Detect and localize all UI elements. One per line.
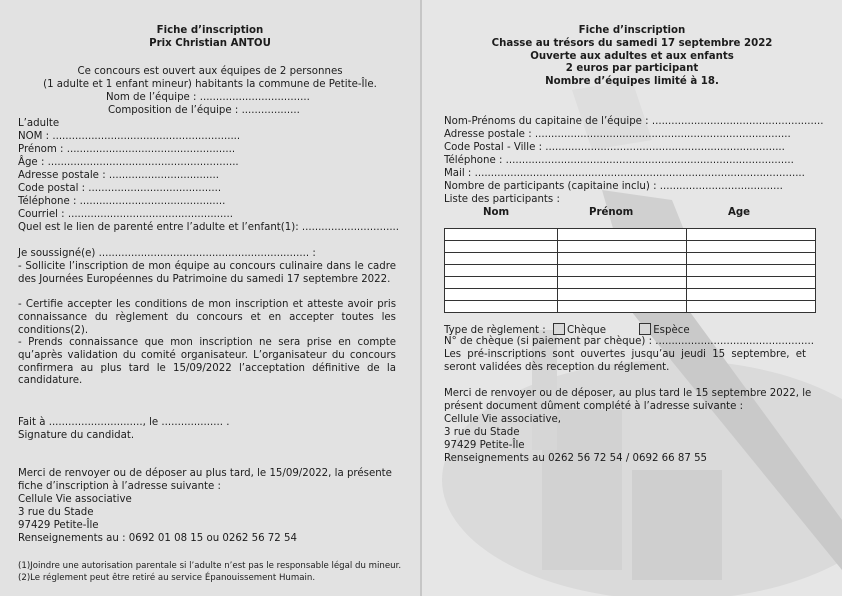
left-field-postal: Code postal : ......................................... [18, 183, 222, 194]
left-undersigned: Je soussigné(e) ................................................................. : [18, 248, 316, 259]
cell-age[interactable] [687, 229, 816, 241]
cell-nom[interactable] [445, 265, 558, 277]
left-info: Renseignements au : 0692 01 08 15 ou 0262 56 72 54 [18, 533, 297, 544]
cell-prenom[interactable] [557, 277, 687, 289]
cheque-number-field: N° de chèque (si paiement par chèque) : ................................................. [444, 336, 814, 347]
col-header-age: Age [728, 207, 751, 218]
cell-nom[interactable] [445, 277, 558, 289]
right-audience: Ouverte aux adultes et aux enfants [530, 50, 734, 62]
left-field-prenom: Prénom : .................................................... [18, 144, 236, 155]
left-subtitle: Prix Christian ANTOU [149, 37, 271, 49]
cell-prenom[interactable] [557, 289, 687, 301]
cell-age[interactable] [687, 253, 816, 265]
right-address-3: 97429 Petite-Île [444, 440, 525, 451]
left-team-name: Nom de l’équipe : .................................. [106, 92, 310, 103]
right-info: Renseignements au 0262 56 72 54 / 0692 66 87 55 [444, 453, 708, 464]
col-header-prenom: Prénom [589, 207, 634, 218]
right-team-limit: Nombre d’équipes limité à 18. [545, 76, 719, 88]
right-address-1: Cellule Vie associative, [444, 414, 562, 425]
left-field-age: Âge : ........................................................... [18, 157, 239, 168]
cash-label: Espèce [653, 325, 690, 336]
cell-nom[interactable] [445, 229, 558, 241]
right-field-postal-city: Code Postal - Ville : .......................................................................... [444, 142, 785, 153]
left-address-2: 3 rue du Stade [18, 507, 94, 518]
left-done-at: Fait à ............................., le ................... . [18, 417, 230, 428]
left-footnote-2: (2)Le réglement peut être retiré au service Épanouissement Humain. [18, 573, 316, 583]
left-address-1: Cellule Vie associative [18, 494, 132, 505]
right-title-block [422, 25, 842, 89]
cell-prenom[interactable] [557, 265, 687, 277]
left-field-email: Courriel : ................................................... [18, 209, 233, 220]
left-adult-heading: L’adulte [18, 118, 60, 129]
table-row [445, 229, 816, 241]
right-address-2: 3 rue du Stade [444, 427, 520, 438]
cheque-label: Chèque [566, 325, 606, 336]
cash-checkbox[interactable] [639, 323, 651, 335]
right-page [422, 0, 842, 596]
cell-prenom[interactable] [557, 229, 687, 241]
left-return-note: Merci de renvoyer ou de déposer au plus tard, le 15/09/2022, la présente fiche d’inscription à l’adresse suivante : [18, 468, 392, 492]
left-intro-1: Ce concours est ouvert aux équipes de 2 personnes [77, 66, 343, 77]
cell-nom[interactable] [445, 289, 558, 301]
col-header-nom: Nom [483, 207, 510, 218]
right-price: 2 euros par participant [565, 63, 699, 75]
cell-age[interactable] [687, 289, 816, 301]
cell-nom[interactable] [445, 301, 558, 313]
right-field-mail: Mail : ...................................................................................................... [444, 168, 805, 179]
table-row [445, 241, 816, 253]
table-row [445, 301, 816, 313]
cell-age[interactable] [687, 301, 816, 313]
cheque-checkbox[interactable] [553, 323, 565, 335]
left-page [0, 0, 420, 596]
cell-age[interactable] [687, 265, 816, 277]
participants-table[interactable] [444, 228, 816, 313]
table-row [445, 253, 816, 265]
right-return-note: Merci de renvoyer ou de déposer, au plus tard le 15 septembre 2022, le présent document dûment complété à l’adresse suivante : [444, 388, 812, 412]
cell-age[interactable] [687, 277, 816, 289]
right-participants-list-label: Liste des participants : [444, 194, 560, 205]
right-event: Chasse au trésors du samedi 17 septembre 2022 [491, 37, 773, 49]
left-para-3: - Prends connaissance que mon inscription ne sera prise en compte qu’après validation du comité organisateur. L’organisateur du concours confirmera au plus tard le 15/09/2022 l’acceptation définitive de la candidature. [18, 337, 396, 387]
left-address-3: 97429 Petite-Île [18, 520, 99, 531]
left-field-phone: Téléphone : ............................................. [18, 196, 226, 207]
right-title: Fiche d’inscription [578, 25, 686, 36]
left-para-2: - Certifie accepter les conditions de mon inscription et atteste avoir pris connaissance du règlement du concours et en accepter toutes les conditions(2). [18, 299, 396, 336]
left-title: Fiche d’inscription [156, 25, 264, 36]
payment-type-label: Type de règlement : [444, 325, 546, 336]
right-field-captain: Nom-Prénoms du capitaine de l’équipe : ..................................................... [444, 116, 824, 127]
left-title-block [0, 25, 420, 51]
right-field-phone: Téléphone : ......................................................................................... [444, 155, 794, 166]
cell-age[interactable] [687, 241, 816, 253]
left-para-1: - Sollicite l’inscription de mon équipe au concours culinaire dans le cadre des Journées Européennes du Patrimoine du samedi 17 septembre 2022. [18, 261, 396, 285]
table-row [445, 277, 816, 289]
cell-prenom[interactable] [557, 241, 687, 253]
left-intro-2: (1 adulte et 1 enfant mineur) habitants la commune de Petite-Île. [43, 79, 377, 90]
right-field-address: Adresse postale : ............................................................................... [444, 129, 791, 140]
left-field-address: Adresse postale : .................................. [18, 170, 219, 181]
participants-table-body [445, 229, 816, 313]
right-field-participants-count: Nombre de participants (capitaine inclu) : ...................................... [444, 181, 783, 192]
left-team-composition: Composition de l’équipe : .................. [108, 105, 300, 116]
cell-nom[interactable] [445, 253, 558, 265]
table-row [445, 289, 816, 301]
left-field-nom: NOM : .......................................................... [18, 131, 241, 142]
left-footnote-1: (1)Joindre une autorisation parentale si l’adulte n’est pas le responsable légal du mineur. [18, 561, 402, 571]
cell-nom[interactable] [445, 241, 558, 253]
left-relation: Quel est le lien de parenté entre l’adulte et l’enfant(1): .............................. [18, 222, 400, 233]
table-row [445, 265, 816, 277]
cell-prenom[interactable] [557, 301, 687, 313]
cell-prenom[interactable] [557, 253, 687, 265]
preregistration-note: Les pré-inscriptions sont ouvertes jusqu’au jeudi 15 septembre, et seront validées dès reception du réglement. [444, 349, 806, 373]
left-signature: Signature du candidat. [18, 430, 135, 441]
